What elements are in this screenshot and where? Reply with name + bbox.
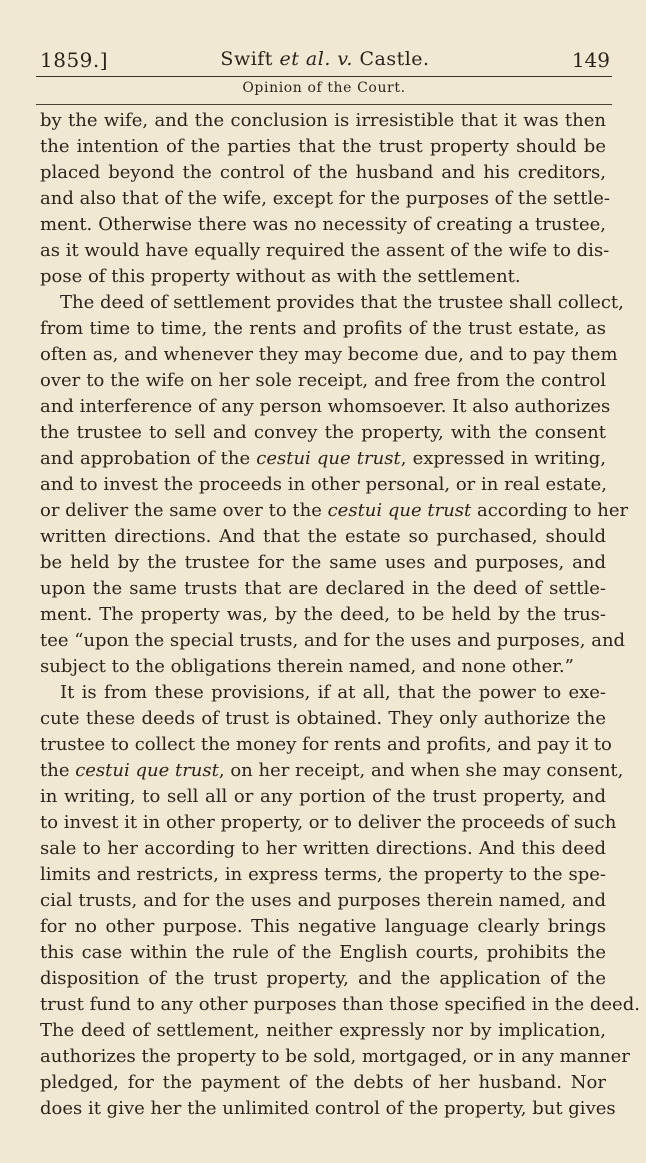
text-line: in writing, to sell all or any portion of the trust property, and: [40, 786, 606, 807]
header-rule: [36, 76, 612, 77]
text-line: subject to the obligations therein named, and none other.”: [40, 656, 574, 677]
text-line: The deed of settlement provides that the trustee shall collect,: [60, 292, 624, 313]
text-line: this case within the rule of the English courts, prohibits the: [40, 942, 606, 963]
text-line: does it give her the unlimited control of the property, but gives: [40, 1098, 616, 1119]
italic-term: cestui que trust: [256, 448, 401, 469]
text-line: often as, and whenever they may become due, and to pay them: [40, 344, 618, 365]
page-number: 149: [571, 48, 610, 72]
text-line: cute these deeds of trust is obtained. They only authorize the: [40, 708, 606, 729]
text-line: [40, 446, 606, 472]
italic-term: cestui que trust: [75, 760, 219, 781]
text-line: cial trusts, and for the uses and purposes therein named, and: [40, 890, 606, 911]
text-line: [40, 498, 629, 524]
text-segment: the: [40, 760, 76, 781]
text-line: limits and restricts, in express terms, the property to the spe-: [40, 864, 606, 885]
text-line: trustee to collect the money for rents and profits, and pay it to: [40, 734, 612, 755]
body-text: [40, 108, 640, 1122]
text-segment: and approbation of the: [40, 448, 257, 469]
text-segment: , expressed in writing,: [400, 448, 606, 469]
text-line: written directions. And that the estate so purchased, should: [40, 526, 606, 547]
text-line: disposition of the trust property, and the application of the: [40, 968, 606, 989]
text-line: pose of this property without as with the settlement.: [40, 266, 521, 287]
text-line: over to the wife on her sole receipt, and free from the control: [40, 370, 606, 391]
text-line: It is from these provisions, if at all, that the power to exe-: [60, 682, 606, 703]
text-line: upon the same trusts that are declared in the deed of settle-: [40, 578, 606, 599]
case-title-italic: et al. v.: [279, 48, 353, 70]
section-subhead: Opinion of the Court.: [242, 80, 406, 96]
text-line: for no other purpose. This negative language clearly brings: [40, 916, 606, 937]
text-line: by the wife, and the conclusion is irresistible that it was then: [40, 110, 606, 131]
text-segment: , on her receipt, and when she may consent,: [218, 760, 624, 781]
subhead-rule: [36, 104, 612, 105]
text-line: and to invest the proceeds in other personal, or in real estate,: [40, 474, 608, 495]
text-segment: according to her: [471, 500, 629, 521]
case-title-part1: Swift: [220, 48, 280, 70]
running-head: [40, 46, 610, 76]
text-line: be held by the trustee for the same uses and purposes, and: [40, 552, 606, 573]
italic-term: cestui que trust: [327, 500, 472, 521]
running-head-year: 1859.]: [40, 48, 109, 72]
text-line: and interference of any person whomsoever. It also authorizes: [40, 396, 611, 417]
running-head-case-title: [40, 48, 610, 70]
text-line: placed beyond the control of the husband and his creditors,: [40, 162, 606, 183]
text-line: and also that of the wife, except for the purposes of the settle-: [40, 188, 610, 209]
text-line: ment. Otherwise there was no necessity of creating a trustee,: [40, 214, 606, 235]
text-segment: or deliver the same over to the: [40, 500, 328, 521]
text-line: trust fund to any other purposes than those specified in the deed.: [40, 994, 640, 1015]
text-line: to invest it in other property, or to deliver the proceeds of such: [40, 812, 617, 833]
text-line: sale to her according to her written directions. And this deed: [40, 838, 606, 859]
text-line: pledged, for the payment of the debts of her husband. Nor: [40, 1072, 606, 1093]
text-line: the trustee to sell and convey the property, with the consent: [40, 422, 606, 443]
text-line: the intention of the parties that the trust property should be: [40, 136, 606, 157]
text-line: The deed of settlement, neither expressly nor by implication,: [40, 1020, 606, 1041]
text-line: tee “upon the special trusts, and for the uses and purposes, and: [40, 630, 626, 651]
text-line: [40, 758, 624, 784]
text-line: as it would have equally required the assent of the wife to dis-: [40, 240, 610, 261]
text-line: ment. The property was, by the deed, to be held by the trus-: [40, 604, 606, 625]
text-line: authorizes the property to be sold, mortgaged, or in any manner: [40, 1046, 630, 1067]
text-line: from time to time, the rents and profits of the trust estate, as: [40, 318, 606, 339]
case-title-part2: Castle.: [352, 48, 430, 70]
